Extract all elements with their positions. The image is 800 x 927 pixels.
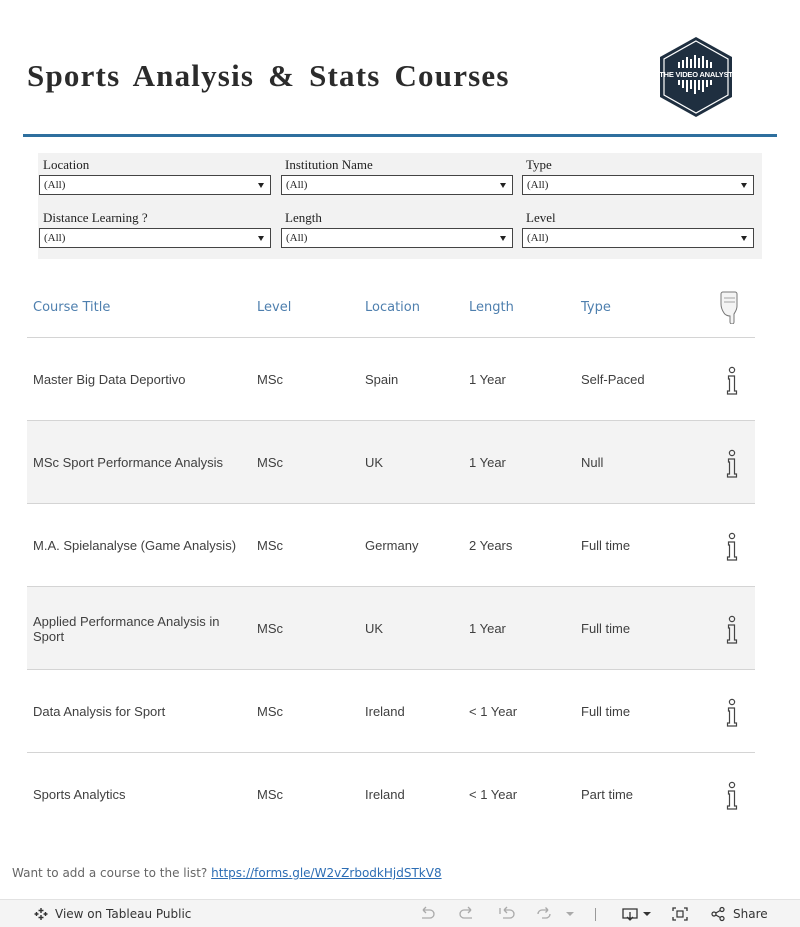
dropdown-arrow-icon	[500, 183, 506, 188]
download-button[interactable]	[621, 900, 652, 927]
cell-type: Null	[581, 455, 604, 470]
length-dropdown[interactable]	[281, 228, 513, 248]
cell-type: Self-Paced	[581, 372, 645, 387]
cell-type: Part time	[581, 787, 634, 802]
cell-course-title: Sports Analytics	[33, 787, 126, 802]
the-video-analyst-logo	[658, 36, 734, 118]
filter-label: Level	[526, 210, 556, 225]
info-icon[interactable]	[724, 449, 740, 479]
share-icon	[710, 906, 726, 922]
pointing-hand-icon	[719, 290, 741, 324]
column-header-level[interactable]: Level	[257, 300, 292, 315]
info-icon[interactable]	[724, 698, 740, 728]
dropdown-value: (All)	[527, 232, 549, 244]
filter-distance-learning	[39, 209, 271, 248]
pause-menu-button[interactable]	[565, 900, 575, 927]
cell-course-title: Data Analysis for Sport	[33, 704, 166, 719]
cell-type: Full time	[581, 621, 631, 636]
table-row[interactable]	[27, 587, 755, 670]
cell-level: MSc	[257, 372, 283, 387]
column-header-length[interactable]: Length	[469, 300, 514, 315]
redo-button[interactable]	[458, 900, 476, 927]
chevron-down-icon	[565, 906, 575, 922]
fullscreen-button[interactable]	[671, 900, 689, 927]
dropdown-value: (All)	[44, 179, 66, 191]
dropdown-arrow-icon	[741, 236, 747, 241]
cell-type: Full time	[581, 538, 631, 553]
undo-icon	[418, 906, 436, 922]
dropdown-value: (All)	[527, 179, 549, 191]
column-header-course-title[interactable]: Course Title	[33, 300, 111, 315]
chevron-down-icon	[642, 906, 652, 922]
table-row[interactable]	[27, 421, 755, 504]
table-row[interactable]	[27, 338, 755, 421]
location-dropdown[interactable]	[39, 175, 271, 195]
cell-length: < 1 Year	[469, 704, 518, 719]
filter-institution-name	[281, 156, 513, 195]
fullscreen-icon	[671, 906, 689, 922]
filter-label: Distance Learning ?	[43, 210, 148, 225]
info-icon[interactable]	[724, 781, 740, 811]
filter-length	[281, 209, 513, 248]
cell-course-title: Master Big Data Deportivo	[33, 372, 186, 387]
download-icon	[621, 906, 639, 922]
course-form-link[interactable]: https://forms.gle/W2vZrbodkHjdSTkV8	[211, 866, 442, 880]
cell-location: Germany	[365, 538, 419, 553]
toolbar-divider	[595, 908, 596, 921]
type-dropdown[interactable]	[522, 175, 754, 195]
tableau-logo-icon	[33, 906, 49, 922]
view-on-tableau-public-label: View on Tableau Public	[55, 907, 192, 921]
info-icon[interactable]	[724, 615, 740, 645]
dropdown-value: (All)	[286, 232, 308, 244]
table-row[interactable]	[27, 753, 755, 836]
cell-level: MSc	[257, 455, 283, 470]
table-header	[27, 280, 755, 338]
cell-length: 1 Year	[469, 372, 506, 387]
filter-location	[39, 156, 271, 195]
footer-note	[12, 866, 442, 880]
footer-note-text: Want to add a course to the list?	[12, 866, 208, 880]
page-title: Sports Analysis & Stats Courses	[27, 58, 510, 93]
cell-course-title: MSc Sport Performance Analysis	[33, 455, 224, 470]
cell-location: Spain	[365, 372, 399, 387]
filter-type	[522, 156, 754, 195]
filter-label: Location	[43, 157, 90, 172]
dropdown-arrow-icon	[258, 236, 264, 241]
dropdown-arrow-icon	[258, 183, 264, 188]
share-label: Share	[733, 907, 768, 921]
filter-label: Length	[285, 210, 322, 225]
cell-type: Full time	[581, 704, 631, 719]
dropdown-value: (All)	[286, 179, 308, 191]
cell-level: MSc	[257, 704, 283, 719]
cell-course-title: Applied Performance Analysis in Sport	[33, 613, 220, 644]
cell-level: MSc	[257, 538, 283, 553]
distance-learning-dropdown[interactable]	[39, 228, 271, 248]
cell-length: < 1 Year	[469, 787, 518, 802]
info-icon[interactable]	[724, 366, 740, 396]
undo-button[interactable]	[418, 900, 436, 927]
courses-table	[27, 280, 755, 836]
info-icon[interactable]	[724, 532, 740, 562]
redo-icon	[458, 906, 476, 922]
filter-label: Institution Name	[285, 157, 373, 172]
cell-location: UK	[365, 455, 384, 470]
revert-icon	[498, 906, 516, 922]
level-dropdown[interactable]	[522, 228, 754, 248]
cell-level: MSc	[257, 621, 283, 636]
refresh-icon	[535, 906, 555, 922]
cell-location: UK	[365, 621, 384, 636]
view-on-tableau-public-button[interactable]	[33, 900, 191, 927]
column-header-location[interactable]: Location	[365, 300, 420, 315]
refresh-button[interactable]	[535, 900, 555, 927]
cell-course-title: M.A. Spielanalyse (Game Analysis)	[33, 538, 237, 553]
cell-length: 1 Year	[469, 621, 506, 636]
cell-location: Ireland	[365, 787, 405, 802]
institution-name-dropdown[interactable]	[281, 175, 513, 195]
table-row[interactable]	[27, 670, 755, 753]
table-row[interactable]	[27, 504, 755, 587]
tableau-toolbar	[0, 899, 800, 927]
cell-location: Ireland	[365, 704, 405, 719]
dropdown-value: (All)	[44, 232, 66, 244]
revert-button[interactable]	[498, 900, 516, 927]
cell-level: MSc	[257, 787, 283, 802]
share-button[interactable]	[710, 900, 768, 927]
column-header-type[interactable]: Type	[581, 300, 611, 315]
filter-level	[522, 209, 754, 248]
header-divider	[23, 134, 777, 137]
cell-length: 1 Year	[469, 455, 506, 470]
filter-label: Type	[526, 157, 552, 172]
logo-text: THE VIDEO ANALYST	[659, 70, 733, 79]
dropdown-arrow-icon	[741, 183, 747, 188]
cell-length: 2 Years	[469, 538, 513, 553]
filter-panel	[38, 153, 762, 259]
dropdown-arrow-icon	[500, 236, 506, 241]
